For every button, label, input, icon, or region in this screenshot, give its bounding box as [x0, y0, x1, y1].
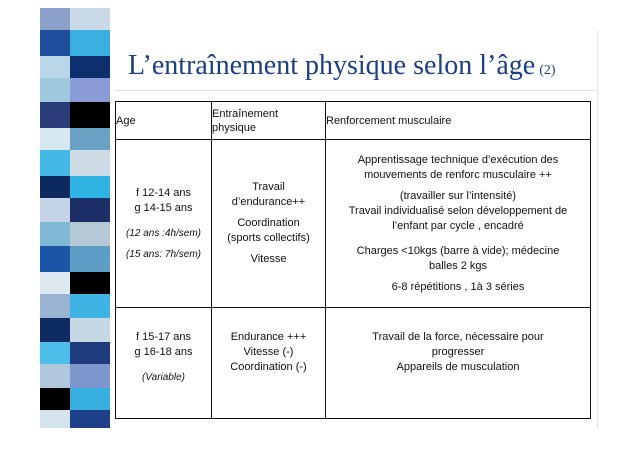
title-suffix: (2)	[539, 63, 556, 78]
strength-line: 6-8 répétitions , 1à 3 séries	[391, 280, 525, 293]
row2-age-cell	[116, 308, 212, 419]
header-training: Entraînement physique	[212, 102, 326, 140]
training-line: (sports collectifs)	[227, 232, 310, 244]
slide-title	[128, 50, 556, 82]
row1-age-cell	[116, 140, 212, 308]
training-line: Coordination (-)	[230, 361, 307, 373]
row2-strength-cell	[326, 308, 591, 419]
strength-line: Apprentissage technique d’exécution des	[357, 153, 559, 166]
training-line: Travail	[252, 181, 285, 193]
decorative-patchwork-strip	[40, 8, 110, 428]
table-row	[116, 140, 591, 308]
title-divider	[115, 90, 595, 91]
header-strength: Renforcement musculaire	[326, 102, 591, 140]
table-row	[116, 308, 591, 419]
age-line: g 16-18 ans	[134, 346, 193, 358]
strength-line: l’enfant par cycle , encadré	[392, 219, 524, 232]
training-line: Endurance +++	[230, 331, 307, 343]
strength-line: balles 2 kgs	[428, 259, 488, 272]
age-note: (15 ans: 7h/sem)	[125, 248, 202, 260]
strength-line: Travail de la force, nécessaire pour	[372, 331, 544, 343]
training-line: Vitesse	[250, 253, 287, 265]
slide-edge-line	[597, 30, 598, 430]
row1-training-cell	[212, 140, 326, 308]
row1-strength-cell	[326, 140, 591, 308]
age-line: f 12-14 ans	[135, 186, 192, 199]
age-note: (12 ans :4h/sem)	[125, 227, 202, 239]
age-note: (Variable)	[142, 372, 185, 383]
strength-line: (travailler sur l’intensité)	[399, 189, 517, 202]
table-header-row	[116, 102, 591, 140]
age-line: g 14-15 ans	[134, 201, 193, 214]
training-line: Coordination	[237, 217, 300, 229]
strength-line: Charges <10kgs (barre à vide); médecine	[356, 244, 560, 257]
strength-line: progresser	[431, 346, 485, 358]
training-table	[115, 101, 591, 419]
age-line: f 15-17 ans	[135, 331, 192, 343]
title-text: L’entraînement physique selon l’âge	[128, 50, 536, 81]
strength-line: Travail individualisé selon développement de	[348, 204, 568, 217]
strength-line: Appareils de musculation	[396, 361, 520, 373]
strength-line: mouvements de renforc musculaire ++	[364, 168, 552, 181]
training-line: Vitesse (-)	[243, 346, 294, 358]
row2-training-cell	[212, 308, 326, 419]
training-line: d’endurance++	[231, 196, 306, 208]
header-age: Age	[116, 102, 212, 140]
